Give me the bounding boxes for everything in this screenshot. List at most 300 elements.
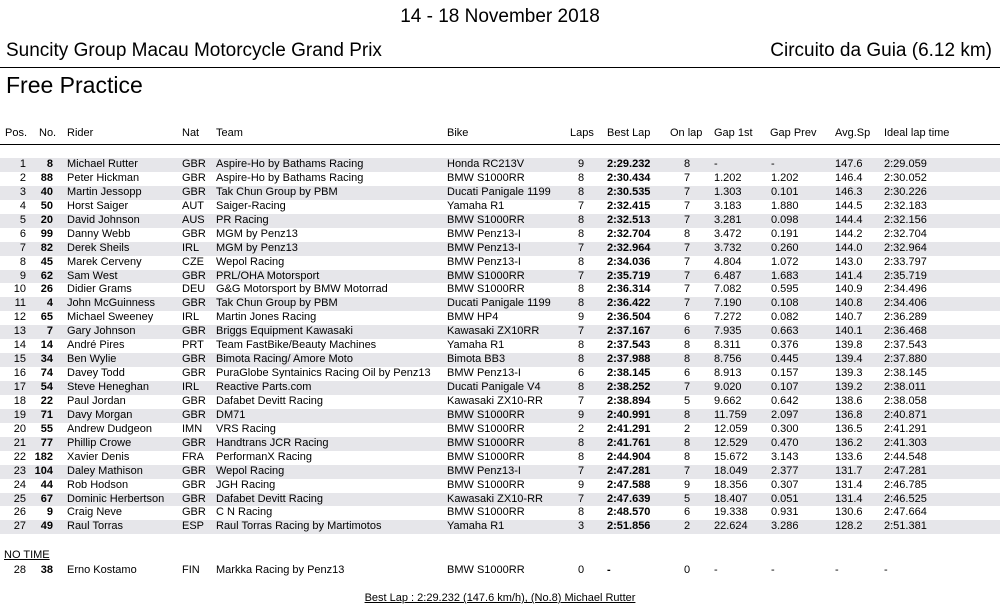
cell-rider: Ben Wylie [67, 353, 117, 366]
cell-team: Team FastBike/Beauty Machines [216, 339, 377, 352]
cell-no: 8 [46, 158, 53, 170]
cell-ideal: 2:51.381 [884, 520, 927, 533]
cell-bike: Ducati Panigale V4 [447, 381, 541, 393]
cell-onlap: 0 [684, 564, 691, 576]
cell-nat: GBR [182, 353, 206, 366]
cell-best: 2:32.415 [607, 199, 651, 212]
cell-no: 99 [40, 227, 53, 240]
cell-avg: 140.7 [835, 311, 863, 324]
cell-gapp: 0.663 [771, 325, 799, 338]
cell-avg: 147.6 [835, 158, 863, 170]
cell-gap1: 12.059 [714, 422, 748, 435]
cell-nat: CZE [182, 255, 204, 268]
cell-laps: 9 [578, 478, 585, 491]
cell-avg: 133.6 [835, 450, 863, 463]
cell-best: 2:40.991 [607, 408, 651, 421]
cell-gapp: 0.098 [771, 213, 799, 226]
cell-team: Wepol Racing [216, 464, 285, 477]
cell-avg: 131.4 [835, 492, 863, 505]
cell-nat: GBR [182, 171, 206, 184]
cell-best: 2:47.639 [607, 492, 651, 505]
cell-gap1: 12.529 [714, 436, 748, 449]
cell-pos: 16 [13, 367, 26, 380]
cell-laps: 9 [578, 408, 585, 421]
table-row [0, 270, 1000, 284]
col-bike: Bike [447, 127, 469, 139]
event-date: 14 - 18 November 2018 [400, 6, 600, 27]
cell-ideal: 2:47.281 [884, 464, 927, 477]
cell-avg: 140.9 [835, 283, 863, 296]
cell-gapp: 0.642 [771, 394, 799, 407]
col-best: Best Lap [607, 127, 651, 139]
cell-no: 182 [34, 450, 53, 463]
cell-onlap: 8 [684, 436, 691, 449]
cell-pos: 26 [13, 506, 26, 519]
cell-best: - [607, 564, 611, 576]
col-gapp: Gap Prev [770, 127, 817, 139]
cell-laps: 8 [578, 381, 585, 393]
cell-nat: GBR [182, 464, 206, 477]
col-no: No. [39, 127, 57, 139]
no-time-label: NO TIME [4, 549, 50, 561]
cell-avg: 141.4 [835, 269, 863, 282]
table-row [0, 158, 1000, 172]
cell-bike: Yamaha R1 [447, 520, 505, 533]
cell-best: 2:51.856 [607, 520, 651, 533]
cell-bike: BMW S1000RR [447, 269, 525, 282]
cell-best: 2:38.145 [607, 367, 651, 380]
cell-gap1: 3.281 [714, 213, 742, 226]
cell-no: 67 [40, 492, 53, 505]
cell-gap1: 1.303 [714, 185, 742, 198]
cell-gap1: 8.913 [714, 367, 742, 380]
cell-ideal: 2:46.525 [884, 492, 927, 505]
cell-team: Dafabet Devitt Racing [216, 394, 323, 407]
cell-rider: Rob Hodson [67, 478, 129, 491]
cell-onlap: 7 [684, 199, 691, 212]
cell-gap1: 3.732 [714, 241, 742, 254]
table-row [0, 172, 1000, 186]
cell-nat: GBR [182, 408, 206, 421]
cell-bike: Bimota BB3 [447, 353, 506, 366]
cell-gap1: 8.756 [714, 353, 742, 366]
cell-avg: 131.7 [835, 464, 863, 477]
cell-bike: BMW Penz13-I [447, 255, 521, 268]
cell-no: 44 [40, 478, 53, 491]
cell-onlap: 6 [684, 311, 691, 324]
cell-ideal: 2:40.871 [884, 408, 927, 421]
cell-team: Aspire-Ho by Bathams Racing [216, 171, 364, 184]
cell-pos: 19 [13, 408, 26, 421]
cell-gap1: 18.407 [714, 492, 748, 505]
cell-onlap: 6 [684, 506, 691, 519]
cell-avg: 140.1 [835, 325, 863, 338]
cell-team: Reactive Parts.com [216, 381, 312, 393]
cell-bike: BMW S1000RR [447, 506, 525, 519]
cell-avg: 144.2 [835, 227, 863, 240]
cell-laps: 8 [578, 297, 585, 310]
cell-avg: 139.2 [835, 381, 863, 393]
cell-best: 2:48.570 [607, 506, 651, 519]
table-row [0, 200, 1000, 214]
cell-onlap: 7 [684, 269, 691, 282]
cell-bike: BMW S1000RR [447, 422, 525, 435]
cell-avg: 128.2 [835, 520, 863, 533]
table-row [0, 228, 1000, 242]
cell-nat: AUT [182, 199, 204, 212]
cell-team: Wepol Racing [216, 255, 285, 268]
cell-avg: 143.0 [835, 255, 863, 268]
cell-gap1: 9.020 [714, 381, 742, 393]
cell-team: Saiger-Racing [216, 199, 286, 212]
cell-best: 2:36.314 [607, 283, 651, 296]
cell-best: 2:37.988 [607, 353, 651, 366]
cell-avg: 139.8 [835, 339, 863, 352]
cell-no: 9 [46, 506, 53, 519]
cell-gap1: 11.759 [714, 408, 747, 421]
cell-pos: 4 [19, 199, 26, 212]
cell-ideal: 2:29.059 [884, 158, 927, 170]
cell-gapp: 0.051 [771, 492, 799, 505]
cell-ideal: - [884, 564, 888, 576]
cell-nat: FIN [182, 564, 200, 576]
cell-team: PerformanX Racing [216, 450, 312, 463]
cell-gapp: 0.300 [771, 422, 799, 435]
cell-gap1: 3.183 [714, 199, 742, 212]
table-row [0, 506, 1000, 520]
cell-rider: Phillip Crowe [67, 436, 132, 449]
cell-laps: 6 [578, 367, 585, 380]
cell-laps: 8 [578, 339, 585, 352]
cell-team: MGM by Penz13 [216, 227, 298, 240]
cell-laps: 7 [578, 241, 585, 254]
cell-gapp: 0.470 [771, 436, 799, 449]
cell-laps: 0 [578, 564, 585, 576]
cell-laps: 8 [578, 450, 585, 463]
cell-gapp: 0.260 [771, 241, 799, 254]
cell-avg: 144.0 [835, 241, 863, 254]
cell-team: PR Racing [216, 213, 269, 226]
cell-laps: 7 [578, 325, 585, 338]
cell-gap1: - [714, 564, 718, 576]
cell-pos: 8 [19, 255, 26, 268]
cell-nat: IMN [182, 422, 203, 435]
cell-gap1: 4.804 [714, 255, 742, 268]
cell-rider: Sam West [67, 269, 118, 282]
cell-avg: 136.8 [835, 408, 863, 421]
cell-nat: DEU [182, 283, 206, 296]
cell-onlap: 8 [684, 227, 691, 240]
column-divider [0, 144, 1000, 145]
cell-onlap: 6 [684, 325, 691, 338]
cell-no: 55 [40, 422, 53, 435]
cell-gapp: 0.157 [771, 367, 799, 380]
table-row [0, 353, 1000, 367]
cell-team: VRS Racing [216, 422, 276, 435]
table-row [0, 564, 1000, 578]
cell-rider: Michael Sweeney [67, 311, 154, 324]
cell-nat: FRA [182, 450, 204, 463]
cell-bike: BMW S1000RR [447, 564, 525, 576]
cell-best: 2:29.232 [607, 158, 651, 170]
cell-nat: GBR [182, 367, 206, 380]
cell-best: 2:32.704 [607, 227, 651, 240]
cell-laps: 8 [578, 436, 585, 449]
cell-pos: 3 [19, 185, 26, 198]
cell-avg: 146.4 [835, 171, 863, 184]
cell-rider: Craig Neve [67, 506, 123, 519]
cell-rider: Martin Jessopp [67, 185, 142, 198]
cell-gap1: 3.472 [714, 227, 742, 240]
table-row [0, 423, 1000, 437]
cell-bike: BMW S1000RR [447, 213, 525, 226]
cell-gapp: 2.377 [771, 464, 799, 477]
cell-gapp: 0.101 [771, 185, 799, 198]
cell-rider: Steve Heneghan [67, 381, 149, 393]
cell-no: 20 [40, 213, 53, 226]
table-row [0, 297, 1000, 311]
table-row [0, 381, 1000, 395]
cell-pos: 17 [13, 381, 26, 393]
table-row [0, 479, 1000, 493]
cell-pos: 2 [19, 171, 26, 184]
cell-rider: Paul Jordan [67, 394, 126, 407]
cell-onlap: 8 [684, 353, 691, 366]
cell-bike: Kawasaki ZX10RR [447, 325, 540, 338]
cell-ideal: 2:30.226 [884, 185, 927, 198]
cell-gap1: 7.935 [714, 325, 742, 338]
cell-best: 2:44.904 [607, 450, 651, 463]
cell-ideal: 2:38.058 [884, 394, 927, 407]
cell-gap1: 9.662 [714, 394, 742, 407]
cell-best: 2:41.291 [607, 422, 651, 435]
cell-bike: BMW S1000RR [447, 436, 525, 449]
cell-gap1: 7.190 [714, 297, 742, 310]
cell-rider: Danny Webb [67, 227, 131, 240]
table-row [0, 493, 1000, 507]
cell-rider: Marek Cerveny [67, 255, 142, 268]
col-gap1: Gap 1st [714, 127, 753, 139]
cell-avg: 131.4 [835, 478, 863, 491]
cell-bike: BMW S1000RR [447, 408, 525, 421]
cell-nat: GBR [182, 325, 206, 338]
cell-pos: 18 [13, 394, 26, 407]
cell-laps: 8 [578, 353, 585, 366]
col-rider: Rider [67, 127, 94, 139]
cell-laps: 3 [578, 520, 585, 533]
cell-bike: BMW Penz13-I [447, 241, 521, 254]
cell-avg: 144.4 [835, 213, 863, 226]
cell-no: 65 [40, 311, 53, 324]
cell-rider: Raul Torras [67, 520, 124, 533]
cell-rider: Davy Morgan [67, 408, 133, 421]
cell-laps: 8 [578, 283, 585, 296]
cell-nat: GBR [182, 158, 206, 170]
cell-pos: 23 [13, 464, 26, 477]
best-lap-footer: Best Lap : 2:29.232 (147.6 km/h), (No.8) Michael Rutter [364, 592, 636, 604]
cell-gapp: 3.143 [771, 450, 799, 463]
cell-best: 2:47.281 [607, 464, 651, 477]
cell-no: 40 [40, 185, 53, 198]
cell-ideal: 2:32.704 [884, 227, 927, 240]
cell-onlap: 8 [684, 408, 691, 421]
col-ideal: Ideal lap time [884, 127, 950, 139]
col-onlap: On lap [670, 127, 703, 139]
cell-team: PRL/OHA Motorsport [216, 269, 320, 282]
cell-pos: 6 [19, 227, 26, 240]
cell-laps: 7 [578, 492, 585, 505]
table-row [0, 520, 1000, 534]
cell-no: 88 [40, 171, 53, 184]
cell-no: 22 [40, 394, 53, 407]
cell-best: 2:41.761 [607, 436, 651, 449]
cell-pos: 5 [19, 213, 26, 226]
cell-gapp: 0.307 [771, 478, 799, 491]
cell-nat: IRL [182, 241, 200, 254]
event-title: Suncity Group Macau Motorcycle Grand Prix [6, 40, 382, 61]
cell-laps: 9 [578, 158, 585, 170]
cell-no: 26 [40, 283, 53, 296]
cell-nat: GBR [182, 506, 206, 519]
cell-rider: Davey Todd [67, 367, 125, 380]
cell-pos: 13 [13, 325, 26, 338]
cell-best: 2:38.894 [607, 394, 651, 407]
cell-laps: 7 [578, 394, 585, 407]
cell-best: 2:36.422 [607, 297, 651, 310]
cell-best: 2:47.588 [607, 478, 651, 491]
cell-gap1: 7.082 [714, 283, 742, 296]
cell-onlap: 7 [684, 241, 691, 254]
cell-best: 2:38.252 [607, 381, 651, 393]
cell-pos: 27 [13, 520, 26, 533]
cell-pos: 7 [19, 241, 26, 254]
cell-rider: Xavier Denis [67, 450, 130, 463]
table-row [0, 214, 1000, 228]
no-time-table [0, 564, 1000, 578]
cell-gapp: 0.445 [771, 353, 799, 366]
cell-best: 2:35.719 [607, 269, 651, 282]
cell-bike: Ducati Panigale 1199 [447, 185, 551, 198]
cell-pos: 12 [13, 311, 26, 324]
cell-no: 82 [40, 241, 53, 254]
cell-pos: 28 [13, 564, 26, 576]
cell-rider: Peter Hickman [67, 171, 140, 184]
cell-no: 4 [46, 297, 53, 310]
cell-best: 2:32.964 [607, 241, 651, 254]
cell-laps: 2 [578, 422, 585, 435]
cell-bike: Yamaha R1 [447, 339, 505, 352]
cell-onlap: 5 [684, 492, 691, 505]
cell-laps: 7 [578, 199, 585, 212]
cell-ideal: 2:34.406 [884, 297, 927, 310]
cell-laps: 7 [578, 269, 585, 282]
cell-onlap: 7 [684, 283, 691, 296]
cell-nat: GBR [182, 394, 206, 407]
cell-avg: 136.2 [835, 436, 863, 449]
cell-laps: 8 [578, 185, 585, 198]
cell-avg: - [835, 564, 839, 576]
cell-gap1: - [714, 158, 718, 170]
table-row [0, 339, 1000, 353]
cell-bike: BMW Penz13-I [447, 464, 521, 477]
cell-avg: 130.6 [835, 506, 863, 519]
cell-bike: BMW S1000RR [447, 478, 525, 491]
cell-laps: 8 [578, 213, 585, 226]
cell-team: Martin Jones Racing [216, 311, 317, 324]
table-row [0, 186, 1000, 200]
cell-gap1: 7.272 [714, 311, 742, 324]
cell-best: 2:30.434 [607, 171, 651, 184]
cell-nat: ESP [182, 520, 205, 533]
cell-pos: 25 [13, 492, 26, 505]
cell-best: 2:36.504 [607, 311, 651, 324]
cell-no: 50 [40, 199, 53, 212]
col-pos: Pos. [5, 127, 28, 139]
cell-avg: 139.3 [835, 367, 863, 380]
cell-best: 2:37.167 [607, 325, 651, 338]
cell-no: 77 [40, 436, 53, 449]
cell-gapp: 0.191 [771, 227, 799, 240]
session-title: Free Practice [6, 72, 143, 98]
cell-rider: Derek Sheils [67, 241, 130, 254]
cell-best: 2:32.513 [607, 213, 651, 226]
cell-bike: BMW Penz13-I [447, 367, 521, 380]
cell-gap1: 18.049 [714, 464, 748, 477]
circuit-name: Circuito da Guia (6.12 km) [770, 40, 992, 61]
cell-onlap: 7 [684, 255, 691, 268]
cell-avg: 136.5 [835, 422, 863, 435]
cell-laps: 8 [578, 506, 585, 519]
cell-nat: GBR [182, 185, 206, 198]
cell-ideal: 2:41.303 [884, 436, 927, 449]
cell-rider: Dominic Herbertson [67, 492, 165, 505]
cell-nat: GBR [182, 297, 206, 310]
cell-ideal: 2:32.156 [884, 213, 927, 226]
cell-pos: 24 [13, 478, 26, 491]
cell-gap1: 22.624 [714, 520, 748, 533]
cell-gap1: 18.356 [714, 478, 748, 491]
table-row [0, 367, 1000, 381]
cell-no: 104 [34, 464, 53, 477]
cell-no: 62 [40, 269, 53, 282]
cell-gapp: 0.082 [771, 311, 799, 324]
cell-ideal: 2:47.664 [884, 506, 927, 519]
cell-onlap: 7 [684, 185, 691, 198]
col-nat: Nat [182, 127, 200, 139]
cell-nat: GBR [182, 436, 206, 449]
table-row [0, 437, 1000, 451]
cell-team: Markka Racing by Penz13 [216, 564, 345, 576]
cell-no: 34 [40, 353, 53, 366]
cell-gapp: 0.107 [771, 381, 799, 393]
cell-team: JGH Racing [216, 478, 276, 491]
cell-pos: 14 [13, 339, 26, 352]
cell-pos: 20 [13, 422, 26, 435]
table-row [0, 311, 1000, 325]
cell-best: 2:30.535 [607, 185, 651, 198]
cell-onlap: 2 [684, 422, 691, 435]
cell-best: 2:37.543 [607, 339, 651, 352]
cell-nat: IRL [182, 381, 200, 393]
cell-ideal: 2:36.468 [884, 325, 927, 338]
cell-no: 45 [40, 255, 53, 268]
cell-team: Briggs Equipment Kawasaki [216, 325, 353, 338]
cell-gapp: - [771, 564, 775, 576]
cell-no: 74 [40, 367, 53, 380]
column-header-row [0, 127, 1000, 141]
cell-gapp: 1.202 [771, 171, 799, 184]
col-laps: Laps [570, 127, 594, 139]
